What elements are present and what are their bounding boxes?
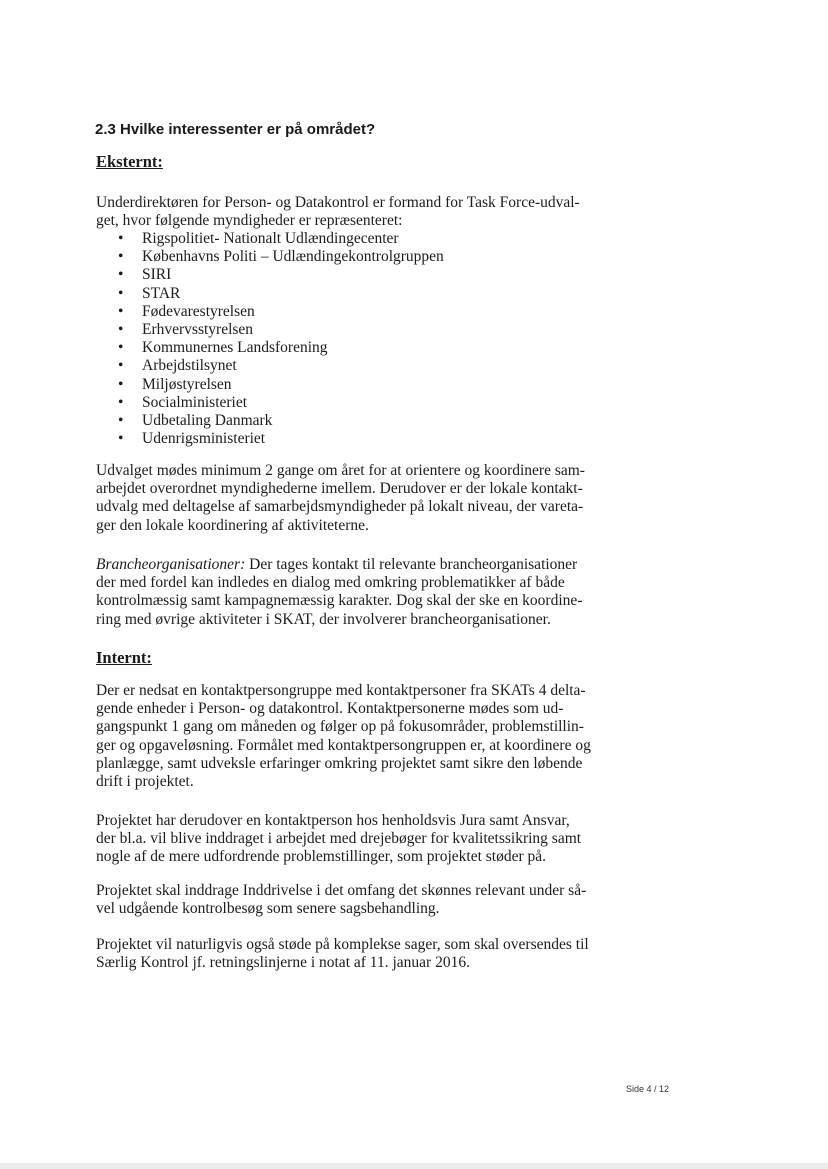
text-line: kontrolmæssig samt kampagnemæssig karakter. Dog skal der ske en koordine- bbox=[96, 592, 583, 610]
text-line: Underdirektøren for Person- og Datakontrol er formand for Task Force-udval- bbox=[96, 194, 580, 211]
text-line: der med fordel kan indledes en dialog med omkring problematikker af både bbox=[96, 574, 565, 592]
list-item: • STAR bbox=[96, 285, 444, 303]
text-line bbox=[96, 556, 616, 574]
list-item: • Arbejdstilsynet bbox=[96, 357, 444, 375]
text-line: gende enheder i Person- og datakontrol. Kontaktpersonerne mødes som ud- bbox=[96, 700, 564, 718]
list-item: • Udbetaling Danmark bbox=[96, 412, 444, 430]
text-line: nogle af de mere udfordrende problemstillinger, som projektet støder på. bbox=[96, 848, 547, 866]
text-line: der bl.a. vil blive inddraget i arbejdet med drejebøger for kvalitetssikring samt bbox=[96, 830, 582, 848]
collection-paragraph bbox=[96, 882, 616, 918]
contact-person-paragraph bbox=[96, 812, 616, 867]
text-line: Projektet vil naturligvis også støde på komplekse sager, som skal oversendes til bbox=[96, 936, 589, 953]
authority-list bbox=[96, 230, 444, 448]
list-item: • Miljøstyrelsen bbox=[96, 376, 444, 394]
text-line: arbejdet overordnet myndighederne imellem. Derudover er der lokale kontakt- bbox=[96, 480, 583, 498]
external-intro-paragraph bbox=[96, 194, 616, 230]
text-line: ger den lokale koordinering af aktiviteterne. bbox=[96, 516, 369, 534]
list-item: • Erhvervsstyrelsen bbox=[96, 321, 444, 339]
text-line: planlægge, samt udveksle erfaringer omkring projektet samt sikre den løbende bbox=[96, 754, 583, 772]
text-line: Der er nedsat en kontaktpersongruppe med kontaktpersoner fra SKATs 4 delta- bbox=[96, 682, 586, 699]
industry-label: Brancheorganisationer: bbox=[96, 556, 246, 573]
list-item: • Københavns Politi – Udlændingekontrolgruppen bbox=[96, 248, 444, 266]
text-line: Udvalget mødes minimum 2 gange om året for at orientere og koordinere sam- bbox=[96, 462, 585, 479]
text-line: ger og opgaveløsning. Formålet med kontaktpersongruppen er, at koordinere og bbox=[96, 736, 591, 754]
section-heading: 2.3 Hvilke interessenter er på området? bbox=[95, 121, 376, 138]
list-item: • Fødevarestyrelsen bbox=[96, 303, 444, 321]
committee-paragraph bbox=[96, 462, 616, 535]
page-edge-divider bbox=[0, 1163, 828, 1169]
text-line: gangspunkt 1 gang om måneden og følger op på fokusområder, problemstillin- bbox=[96, 718, 584, 736]
list-item: • Rigspolitiet- Nationalt Udlændingecenter bbox=[96, 230, 444, 248]
industry-text: Der tages kontakt til relevante brancheorganisationer bbox=[245, 556, 578, 573]
text-line: drift i projektet. bbox=[96, 773, 194, 791]
list-item: • SIRI bbox=[96, 266, 444, 284]
text-line: ring med øvrige aktiviteter i SKAT, der involverer brancheorganisationer. bbox=[96, 610, 551, 628]
industry-paragraph bbox=[96, 556, 616, 629]
page-number: Side 4 / 12 bbox=[626, 1084, 670, 1094]
text-line: Projektet har derudover en kontaktperson hos henholdsvis Jura samt Ansvar, bbox=[96, 812, 570, 829]
internal-subheading: Internt: bbox=[96, 648, 152, 667]
text-line: get, hvor følgende myndigheder er repræsenteret: bbox=[96, 212, 403, 230]
text-line: udvalg med deltagelse af samarbejdsmyndigheder på lokalt niveau, der vareta- bbox=[96, 498, 584, 516]
contact-group-paragraph bbox=[96, 682, 616, 791]
list-item: • Udenrigsministeriet bbox=[96, 430, 444, 448]
list-item: • Kommunernes Landsforening bbox=[96, 339, 444, 357]
text-line: vel udgående kontrolbesøg som senere sagsbehandling. bbox=[96, 900, 440, 918]
text-line: Særlig Kontrol jf. retningslinjerne i notat af 11. januar 2016. bbox=[96, 954, 470, 972]
complex-cases-paragraph bbox=[96, 936, 616, 972]
external-subheading: Eksternt: bbox=[96, 152, 163, 171]
list-item: • Socialministeriet bbox=[96, 394, 444, 412]
text-line: Projektet skal inddrage Inddrivelse i det omfang det skønnes relevant under så- bbox=[96, 882, 587, 899]
